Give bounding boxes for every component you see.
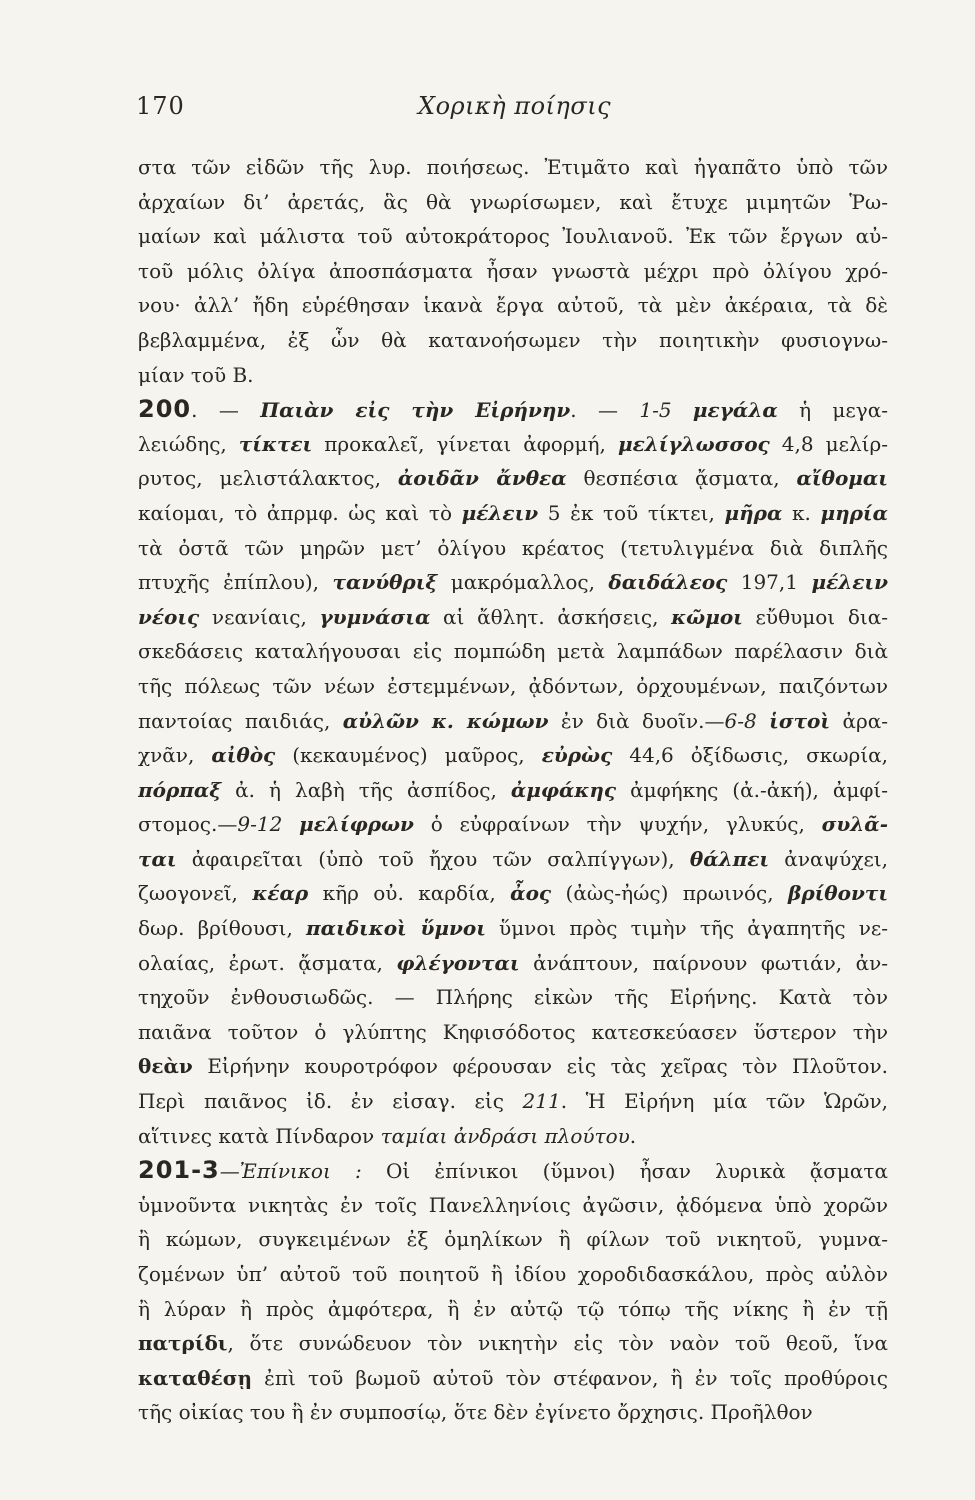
text-run	[672, 398, 693, 422]
text-line	[138, 254, 888, 289]
text-run: στα τῶν εἰδῶν τῆς λυρ. ποιήσεως. Ἐτιμᾶτο καὶ ἠγαπᾶτο ὑπὸ τῶν	[138, 155, 888, 179]
text-line	[138, 1049, 888, 1084]
bold-text: θεὰν	[138, 1054, 193, 1079]
lemma: κῶμοι	[671, 604, 743, 629]
text-line	[138, 496, 888, 531]
text-run: ἐν διὰ δυοῖν.—	[548, 708, 725, 733]
text-line	[138, 773, 888, 808]
text-line	[138, 1084, 888, 1119]
lemma: μηρία	[820, 500, 888, 525]
text-line	[138, 392, 888, 427]
text-run: ἐπὶ τοῦ βωμοῦ αὐτοῦ τὸν στέφανον, ἢ ἐν τοῖς προθύροις	[252, 1365, 888, 1390]
text-line	[138, 704, 888, 739]
text-run: κ.	[782, 500, 821, 525]
text-line	[138, 185, 888, 220]
text-run: εὔθυμοι δια-	[742, 604, 888, 629]
lemma: πόρπαξ	[138, 777, 222, 802]
text-run: . —	[570, 398, 640, 423]
italic-text: ταμίαι ἀνδράσι πλούτου	[380, 1123, 630, 1148]
text-run: τῆς οἰκίας του ἢ ἐν συμποσίῳ, ὅτε δὲν ἐγίνετο ὄρχησις. Προῆλθον	[138, 1400, 813, 1425]
text-line	[138, 323, 888, 358]
text-line	[138, 461, 888, 496]
text-line	[138, 1257, 888, 1292]
section-number: 200	[138, 395, 192, 424]
text-run: τῆς πόλεως τῶν νέων ἐστεμμένων, ᾀδόντων, ὀρχουμένων, παιζόντων	[138, 673, 888, 698]
text-line	[138, 1326, 888, 1361]
lemma: μελίγλωσσος	[617, 431, 770, 456]
text-run: ζομένων ὑπ’ αὐτοῦ τοῦ ποιητοῦ ἢ ἰδίου χοροδιδασκάλου, πρὸς αὐλὸν	[138, 1262, 888, 1286]
text-line	[138, 1153, 888, 1188]
lemma: θάλπει	[689, 846, 770, 871]
lemma: μέλειν	[811, 570, 888, 595]
lemma: αἴθομαι	[796, 466, 888, 491]
lemma: βρίθοντι	[788, 881, 888, 906]
text-run: . —	[191, 398, 261, 423]
text-run: βεβλαμμένα, ἐξ ὧν θὰ κατανοήσωμεν τὴν ποιητικὴν φυσιογνω-	[138, 327, 888, 352]
section-number: 201-3	[138, 1156, 220, 1185]
text-run: θεσπέσια ᾄσματα,	[566, 466, 797, 491]
text-run: . Ἡ Εἰρήνη μία τῶν Ὡρῶν,	[560, 1089, 888, 1114]
lemma: ἱστοὶ	[769, 708, 831, 733]
italic-text: 9-12	[237, 812, 283, 837]
lemma: κέαρ	[252, 881, 309, 906]
lemma: αὐλῶν κ. κώμων	[342, 708, 549, 733]
text-line	[138, 1222, 888, 1257]
bold-text: καταθέσῃ	[138, 1365, 253, 1390]
text-line	[138, 358, 888, 393]
text-run: ἢ κώμων, συγκειμένων ἐξ ὁμηλίκων ἢ φίλων τοῦ νικητοῦ, γυμνα-	[138, 1227, 888, 1252]
text-line	[138, 1361, 888, 1396]
lemma: μελίφρων	[299, 812, 414, 837]
text-run: ἀ. ἡ λαβὴ τῆς ἀσπίδος,	[221, 777, 511, 802]
text-run: 197,1	[727, 570, 812, 595]
text-run: ἀναψύχει,	[769, 846, 888, 871]
text-run: ρυτος, μελιστάλακτος,	[138, 466, 398, 491]
text-line	[138, 669, 888, 704]
text-run: ὑμνοῦντα νικητὰς ἐν τοῖς Πανελληνίοις ἀγῶσιν, ᾀδόμενα ὑπὸ χορῶν	[138, 1192, 888, 1217]
text-run: ἀμφήκης (ἀ.-ἀκή), ἀμφί-	[616, 777, 888, 802]
italic-text: 211	[522, 1089, 561, 1114]
lemma: μῆρα	[724, 500, 783, 525]
text-line	[138, 150, 888, 185]
text-line	[138, 1015, 888, 1050]
lemma: μέλειν	[461, 500, 539, 525]
text-run: —	[219, 1159, 240, 1184]
text-line	[138, 427, 888, 462]
text-run: ζωογονεῖ,	[138, 881, 253, 906]
lemma: νέοις	[138, 604, 200, 629]
text-run: λειώδης,	[138, 431, 239, 456]
page-number: 170	[136, 92, 185, 120]
bold-text: πατρίδι	[138, 1331, 228, 1356]
text-line	[138, 1188, 888, 1223]
text-line	[138, 1395, 888, 1430]
text-run: προκαλεῖ, γίνεται ἀφορμή,	[312, 431, 618, 456]
text-run: 44,6 ὀξίδωσις, σκωρία,	[612, 743, 888, 768]
italic-text: 6-8	[724, 708, 757, 733]
text-run: τηχοῦν ἐνθουσιωδῶς. — Πλήρης εἰκὼν τῆς Εἰρήνης. Κατὰ τὸν	[138, 985, 888, 1010]
lemma: αἰθὸς	[211, 743, 276, 768]
text-run: δωρ. βρίθουσι,	[138, 916, 306, 941]
text-run: ἀφαιρεῖται (ὑπὸ τοῦ ἤχου τῶν σαλπίγγων),	[176, 846, 690, 871]
text-line	[138, 565, 888, 600]
text-run: Εἰρήνην κουροτρόφον φέρουσαν εἰς τὰς χεῖρας τὸν Πλοῦτον.	[192, 1054, 888, 1079]
text-run: Οἱ ἐπίνικοι (ὕμνοι) ἦσαν λυρικὰ ᾄσματα	[361, 1159, 888, 1184]
text-run: μακρόμαλλος,	[437, 570, 609, 595]
text-line	[138, 288, 888, 323]
text-run: ὁ εὐφραίνων τὴν ψυχήν, γλυκύς,	[413, 812, 822, 837]
text-run: σκεδάσεις καταλήγουσαι εἰς πομπώδη μετὰ λαμπάδων παρέλασιν διὰ	[138, 639, 888, 664]
lemma: ἆος	[510, 881, 552, 906]
lemma: φλέγονται	[396, 950, 520, 975]
text-line	[138, 876, 888, 911]
text-run: (κεκαυμένος) μαῦρος,	[275, 743, 542, 768]
text-run: ἀρχαίων δι’ ἀρετάς, ἃς θὰ γνωρίσωμεν, καὶ ἔτυχε μιμητῶν Ῥω-	[138, 189, 888, 214]
lemma: τίκτει	[238, 431, 313, 456]
text-run	[282, 812, 299, 836]
text-line	[138, 980, 888, 1015]
text-run: ἢ λύραν ἢ πρὸς ἀμφότερα, ἢ ἐν αὐτῷ τῷ τόπῳ τῆς νίκης ἢ ἐν τῇ	[138, 1296, 888, 1321]
text-run: νεανίαις,	[199, 604, 320, 629]
italic-text: Ἐπίνικοι :	[239, 1159, 362, 1184]
text-line	[138, 738, 888, 773]
text-run: ἡ μεγα-	[777, 398, 888, 423]
text-line	[138, 531, 888, 566]
text-line	[138, 946, 888, 981]
text-run: νου· ἀλλ’ ἤδη εὑρέθησαν ἱκανὰ ἔργα αὐτοῦ, τὰ μὲν ἀκέραια, τὰ δὲ	[138, 293, 888, 318]
running-title: Χορικὴ ποίησις	[418, 92, 612, 120]
text-run: , ὅτε συνώδευον τὸν νικητὴν εἰς τὸν ναὸν τοῦ θεοῦ, ἵνα	[227, 1331, 888, 1356]
text-run: παιᾶνα τοῦτον ὁ γλύπτης Κηφισόδοτος κατεσκεύασεν ὕστερον τὴν	[138, 1019, 888, 1044]
lemma: δαιδάλεος	[608, 570, 728, 595]
text-run: μαίων καὶ μάλιστα τοῦ αὐτοκράτορος Ἰουλιανοῦ. Ἐκ τῶν ἔργων αὐ-	[138, 224, 888, 249]
text-line	[138, 219, 888, 254]
text-run: καίομαι, τὸ ἀπρμφ. ὡς καὶ τὸ	[138, 500, 462, 525]
italic-text: 1-5	[639, 398, 672, 423]
text-run: παντοίας παιδιάς,	[138, 708, 343, 733]
text-line	[138, 1119, 888, 1154]
text-run: 4,8 μελίρ-	[769, 431, 888, 456]
lemma: ἀοιδᾶν ἄνθεα	[397, 466, 567, 491]
text-line	[138, 807, 888, 842]
text-run: πτυχῆς ἐπίπλου),	[138, 570, 333, 595]
text-run: Περὶ παιᾶνος ἰδ. ἐν εἰσαγ. εἰς	[138, 1089, 523, 1114]
lemma: ἀμφάκης	[510, 777, 617, 802]
lemma: Παιὰν εἰς τὴν Εἰρήνην	[260, 398, 571, 423]
text-run: .	[629, 1123, 637, 1148]
lemma: γυμνάσια	[319, 604, 431, 629]
text-run: (ἀὼς-ἠώς) πρωινός,	[551, 881, 789, 906]
lemma: εὐρὼς	[541, 743, 613, 768]
text-line	[138, 1292, 888, 1327]
text-run: κῆρ οὐ. καρδία,	[308, 881, 511, 906]
lemma: μεγάλα	[692, 398, 778, 423]
text-line	[138, 600, 888, 635]
text-line	[138, 911, 888, 946]
text-run: αἱ ἄθλητ. ἀσκήσεις,	[430, 604, 672, 629]
text-run: ἀνάπτουν, παίρνουν φωτιάν, ἀν-	[519, 950, 888, 975]
text-run: ὕμνοι πρὸς τιμὴν τῆς ἀγαπητῆς νε-	[485, 916, 888, 941]
text-run: ολαίας, ἐρωτ. ᾄσματα,	[138, 950, 397, 975]
text-run: τοῦ μόλις ὀλίγα ἀποσπάσματα ἦσαν γνωστὰ μέχρι πρὸ ὀλίγου χρό-	[138, 258, 888, 283]
page-header	[0, 92, 975, 132]
text-run	[757, 709, 769, 733]
text-run: τὰ ὀστᾶ τῶν μηρῶν μετ’ ὀλίγου κρέατος (τετυλιγμένα διὰ διπλῆς	[138, 535, 888, 560]
text-run: ἀρα-	[830, 708, 888, 733]
lemma: συλᾶ-	[821, 812, 888, 837]
lemma: ται	[138, 846, 177, 871]
text-run: 5 ἐκ τοῦ τίκτει,	[538, 500, 725, 525]
lemma: παιδικοὶ ὕμνοι	[306, 916, 486, 941]
text-line	[138, 842, 888, 877]
text-run: χνᾶν,	[138, 743, 212, 768]
text-run: στομος.—	[138, 812, 238, 837]
text-line	[138, 634, 888, 669]
text-run: αἵτινες κατὰ Πίνδαρον	[138, 1123, 381, 1148]
lemma: τανύθριξ	[332, 570, 438, 595]
text-run: μίαν τοῦ Β.	[138, 362, 254, 387]
body-text	[138, 150, 888, 1430]
